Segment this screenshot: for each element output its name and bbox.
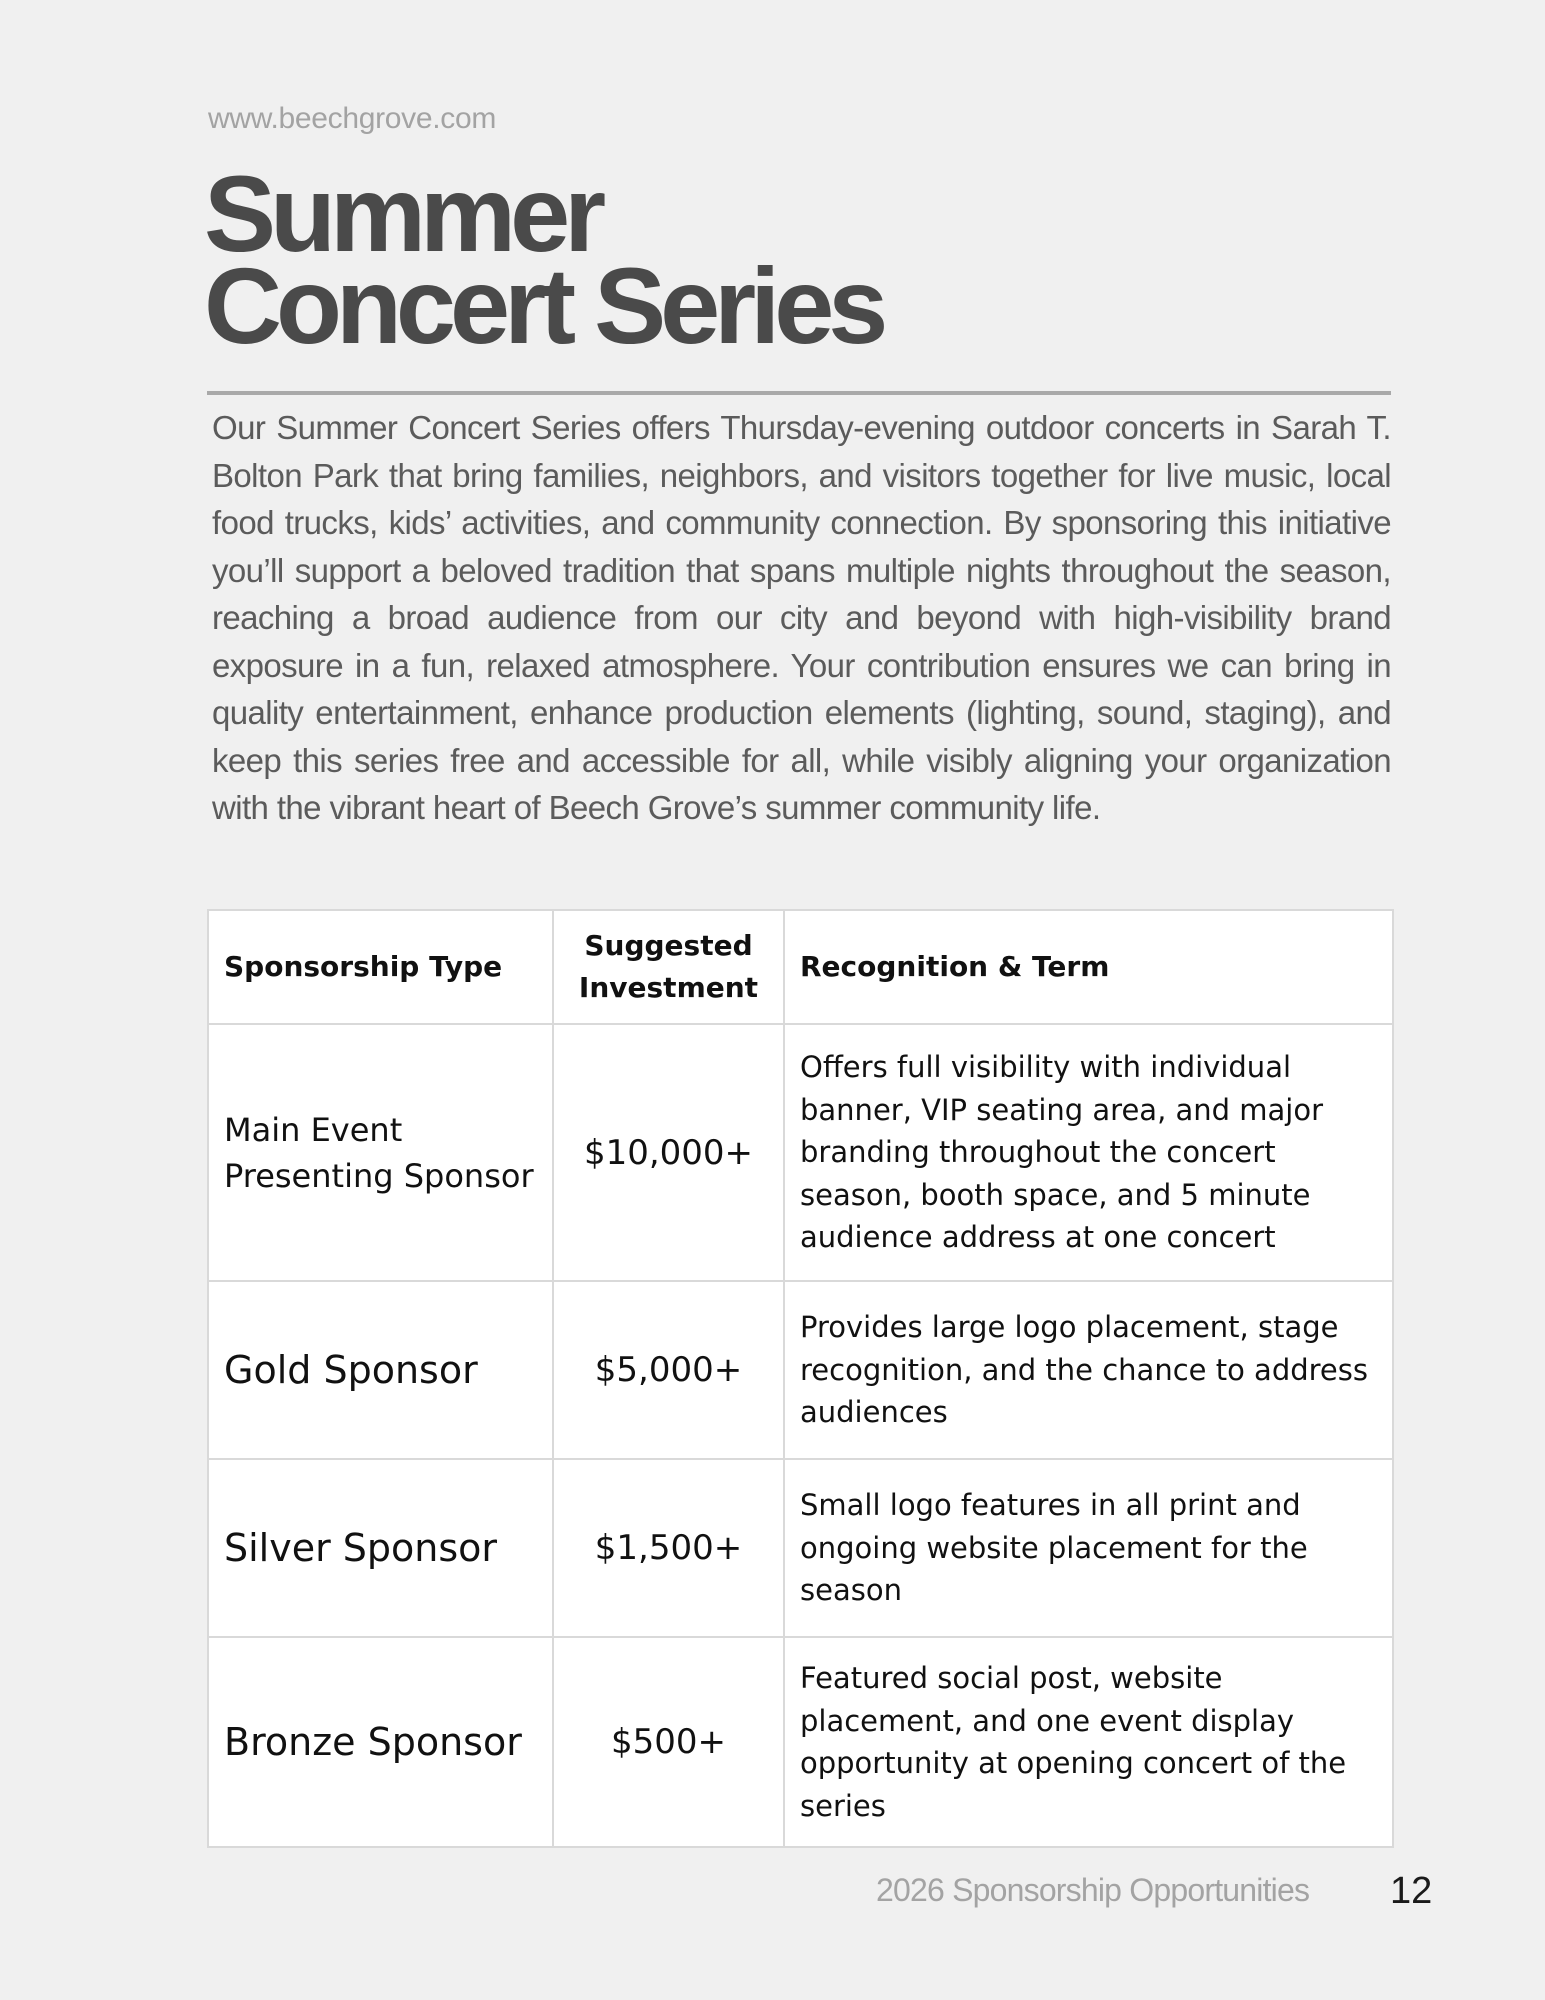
title-divider <box>207 391 1391 395</box>
table-row <box>208 1281 1393 1459</box>
table-row <box>208 1637 1393 1847</box>
page-title-line-1: Summer <box>204 153 601 274</box>
page-number: 12 <box>1390 1870 1433 1912</box>
investment-cell: $1,500+ <box>553 1459 784 1637</box>
recognition-cell: Offers full visibility with individual banner, VIP seating area, and major branding throughout the concert season, booth space, and 5 minute audience address at one concert <box>784 1024 1393 1281</box>
header-suggested-investment: Suggested Investment <box>553 910 784 1024</box>
sponsorship-type-cell: Silver Sponsor <box>208 1459 553 1637</box>
table-row <box>208 1459 1393 1637</box>
intro-paragraph: Our Summer Concert Series offers Thursday-evening outdoor concerts in Sarah T. Bolton Park that bring families, neighbors, and visitors together for live music, local food trucks, kids’ activities, and community connection. By sponsoring this initiative you’ll support a beloved tradition that spans multiple nights throughout the season, reaching a broad audience from our city and beyond with high-visibility brand exposure in a fun, relaxed atmosphere. Your contribution ensures we can bring in quality entertainment, enhance production elements (lighting, sound, staging), and keep this series free and accessible for all, while visibly aligning your organization with the vibrant heart of Beech Grove’s summer community life. <box>212 409 1391 826</box>
sponsorship-table <box>207 909 1394 1848</box>
investment-cell: $500+ <box>553 1637 784 1847</box>
investment-cell: $5,000+ <box>553 1281 784 1459</box>
recognition-cell: Provides large logo placement, stage recognition, and the chance to address audiences <box>784 1281 1393 1459</box>
table-row <box>208 1024 1393 1281</box>
investment-cell: $10,000+ <box>553 1024 784 1281</box>
header-recognition-term: Recognition & Term <box>784 910 1393 1024</box>
sponsorship-type-cell: Main Event Presenting Sponsor <box>208 1024 553 1281</box>
recognition-cell: Small logo features in all print and ongoing website placement for the season <box>784 1459 1393 1637</box>
page-title-line-2: Concert Series <box>204 245 883 366</box>
sponsorship-type-cell: Gold Sponsor <box>208 1281 553 1459</box>
website-url: www.beechgrove.com <box>208 102 497 135</box>
header-sponsorship-type: Sponsorship Type <box>208 910 553 1024</box>
page-title <box>204 153 883 366</box>
footer-label: 2026 Sponsorship Opportunities <box>876 1872 1310 1908</box>
table-header-row <box>208 910 1393 1024</box>
sponsorship-type-cell: Bronze Sponsor <box>208 1637 553 1847</box>
recognition-cell: Featured social post, website placement, and one event display opportunity at opening concert of the series <box>784 1637 1393 1847</box>
